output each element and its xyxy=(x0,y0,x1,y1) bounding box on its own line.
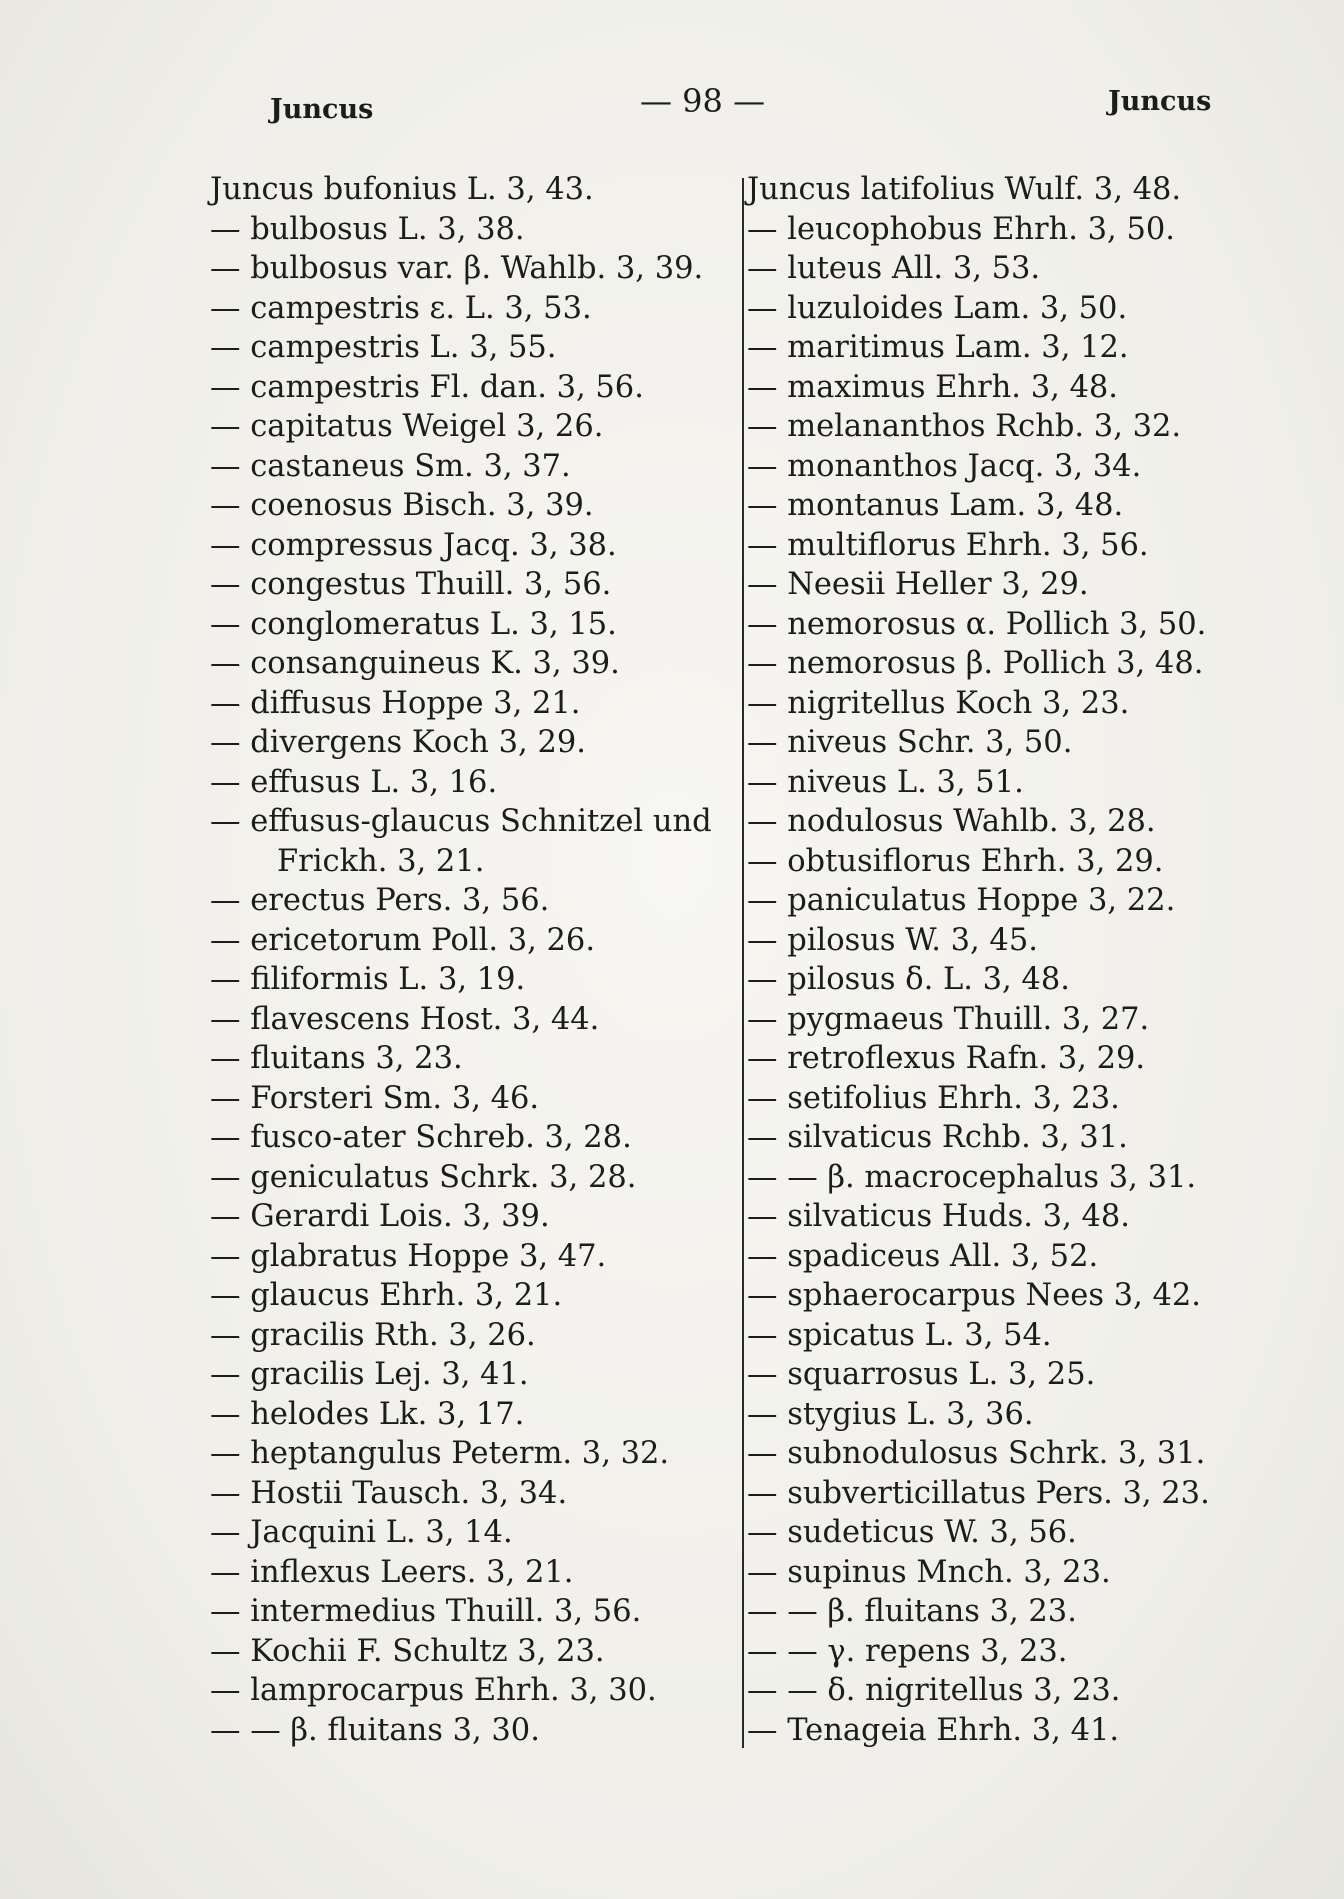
index-entry: — Hostii Tausch. 3, 34. xyxy=(210,1475,568,1511)
index-entry: — — γ. repens 3, 23. xyxy=(747,1633,1068,1669)
index-entry: — sphaerocarpus Nees 3, 42. xyxy=(747,1278,1201,1313)
index-entry: — niveus Schr. 3, 50. xyxy=(747,725,1073,760)
index-entry: — effusus-glaucus Schnitzel und xyxy=(210,804,712,839)
index-entry: — subnodulosus Schrk. 3, 31. xyxy=(747,1436,1206,1471)
index-entry: — — β. macrocephalus 3, 31. xyxy=(747,1159,1197,1195)
index-entry: — setifolius Ehrh. 3, 23. xyxy=(747,1080,1120,1116)
index-entry: — paniculatus Hoppe 3, 22. xyxy=(747,883,1176,918)
header-left-title: Juncus xyxy=(270,94,374,125)
index-entry: — subverticillatus Pers. 3, 23. xyxy=(747,1475,1210,1511)
index-entry: — Forsteri Sm. 3, 46. xyxy=(210,1080,540,1116)
page-number: — 98 — xyxy=(640,82,766,120)
index-entry: — campestris Fl. dan. 3, 56. xyxy=(210,369,644,405)
index-entry: — multiflorus Ehrh. 3, 56. xyxy=(747,527,1149,563)
index-entry: — Kochii F. Schultz 3, 23. xyxy=(210,1633,605,1669)
index-entry: — nigritellus Koch 3, 23. xyxy=(747,685,1130,721)
index-entry: — erectus Pers. 3, 56. xyxy=(210,883,550,918)
index-entry: — spicatus L. 3, 54. xyxy=(747,1317,1052,1353)
index-entry: — pilosus W. 3, 45. xyxy=(747,922,1038,958)
index-entry: — stygius L. 3, 36. xyxy=(747,1396,1034,1432)
index-entry: — congestus Thuill. 3, 56. xyxy=(210,567,612,602)
index-entry: — luteus All. 3, 53. xyxy=(747,251,1041,286)
index-entry: — glaucus Ehrh. 3, 21. xyxy=(210,1278,563,1313)
index-entry: — capitatus Weigel 3, 26. xyxy=(210,409,604,444)
index-entry: — consanguineus K. 3, 39. xyxy=(210,646,620,681)
index-entry: — monanthos Jacq. 3, 34. xyxy=(747,448,1142,484)
index-entry: — Jacquini L. 3, 14. xyxy=(210,1515,513,1550)
index-entry: — heptangulus Peterm. 3, 32. xyxy=(210,1436,670,1471)
index-entry: — spadiceus All. 3, 52. xyxy=(747,1238,1099,1274)
index-entry: — filiformis L. 3, 19. xyxy=(210,962,526,997)
index-entry: — fusco-ater Schreb. 3, 28. xyxy=(210,1120,632,1155)
index-entry: — diffusus Hoppe 3, 21. xyxy=(210,685,581,721)
running-head xyxy=(0,82,1344,132)
index-entry: — ericetorum Poll. 3, 26. xyxy=(210,922,596,958)
index-entry: — nodulosus Wahlb. 3, 28. xyxy=(747,804,1156,839)
index-entry: — Tenageia Ehrh. 3, 41. xyxy=(747,1712,1120,1748)
index-entry: — castaneus Sm. 3, 37. xyxy=(210,448,571,484)
index-entry: — nemorosus α. Pollich 3, 50. xyxy=(747,606,1207,642)
index-entry: — obtusiflorus Ehrh. 3, 29. xyxy=(747,843,1164,879)
index-entry: — campestris L. 3, 55. xyxy=(210,330,557,365)
index-column-right xyxy=(747,170,1287,1750)
index-entry: Juncus latifolius Wulf. 3, 48. xyxy=(747,172,1182,207)
index-entry: — — δ. nigritellus 3, 23. xyxy=(747,1673,1121,1708)
index-entry: — luzuloides Lam. 3, 50. xyxy=(747,290,1128,326)
column-divider xyxy=(742,178,744,1748)
index-entry: — pilosus δ. L. 3, 48. xyxy=(747,962,1070,997)
index-entry: — bulbosus L. 3, 38. xyxy=(210,211,525,247)
index-entry: — niveus L. 3, 51. xyxy=(747,764,1024,800)
index-entry: — — β. fluitans 3, 23. xyxy=(747,1594,1077,1629)
index-entry: — silvaticus Rchb. 3, 31. xyxy=(747,1120,1128,1155)
index-entry: — supinus Mnch. 3, 23. xyxy=(747,1554,1111,1590)
index-entry: — divergens Koch 3, 29. xyxy=(210,725,586,760)
index-column-left xyxy=(210,170,740,1750)
index-entry: — bulbosus var. β. Wahlb. 3, 39. xyxy=(210,251,704,286)
index-entry: — effusus L. 3, 16. xyxy=(210,764,498,800)
index-entry: — melananthos Rchb. 3, 32. xyxy=(747,409,1182,444)
index-entry: — retroflexus Rafn. 3, 29. xyxy=(747,1041,1146,1076)
index-entry: — conglomeratus L. 3, 15. xyxy=(210,606,617,642)
index-entry: — maximus Ehrh. 3, 48. xyxy=(747,369,1118,405)
index-entry: — coenosus Bisch. 3, 39. xyxy=(210,488,594,523)
index-entry: — squarrosus L. 3, 25. xyxy=(747,1357,1096,1392)
index-entry: — Neesii Heller 3, 29. xyxy=(747,567,1089,602)
index-entry: — sudeticus W. 3, 56. xyxy=(747,1515,1077,1550)
index-entry: — montanus Lam. 3, 48. xyxy=(747,488,1124,523)
index-entry: — — β. fluitans 3, 30. xyxy=(210,1712,540,1748)
index-entry: — lamprocarpus Ehrh. 3, 30. xyxy=(210,1673,657,1708)
index-entry: — helodes Lk. 3, 17. xyxy=(210,1396,525,1432)
index-entry: — glabratus Hoppe 3, 47. xyxy=(210,1238,607,1274)
index-entry: Juncus bufonius L. 3, 43. xyxy=(210,172,594,207)
index-entry: — leucophobus Ehrh. 3, 50. xyxy=(747,211,1175,247)
index-entry: — pygmaeus Thuill. 3, 27. xyxy=(747,1001,1150,1037)
index-entry: — gracilis Rth. 3, 26. xyxy=(210,1317,536,1353)
index-entry: — Gerardi Lois. 3, 39. xyxy=(210,1199,550,1234)
index-entry: — flavescens Host. 3, 44. xyxy=(210,1001,600,1037)
index-entry: — campestris ε. L. 3, 53. xyxy=(210,290,592,326)
index-entry: — gracilis Lej. 3, 41. xyxy=(210,1357,529,1392)
index-entry: — inflexus Leers. 3, 21. xyxy=(210,1554,574,1590)
header-right-title: Juncus xyxy=(1108,86,1212,117)
index-entry: Frickh. 3, 21. xyxy=(277,843,485,879)
index-entry: — fluitans 3, 23. xyxy=(210,1041,463,1076)
index-entry: — silvaticus Huds. 3, 48. xyxy=(747,1199,1130,1234)
index-entry: — maritimus Lam. 3, 12. xyxy=(747,330,1129,365)
index-entry: — intermedius Thuill. 3, 56. xyxy=(210,1594,642,1629)
index-entry: — compressus Jacq. 3, 38. xyxy=(210,527,617,563)
index-entry: — geniculatus Schrk. 3, 28. xyxy=(210,1159,637,1195)
index-entry: — nemorosus β. Pollich 3, 48. xyxy=(747,646,1204,681)
